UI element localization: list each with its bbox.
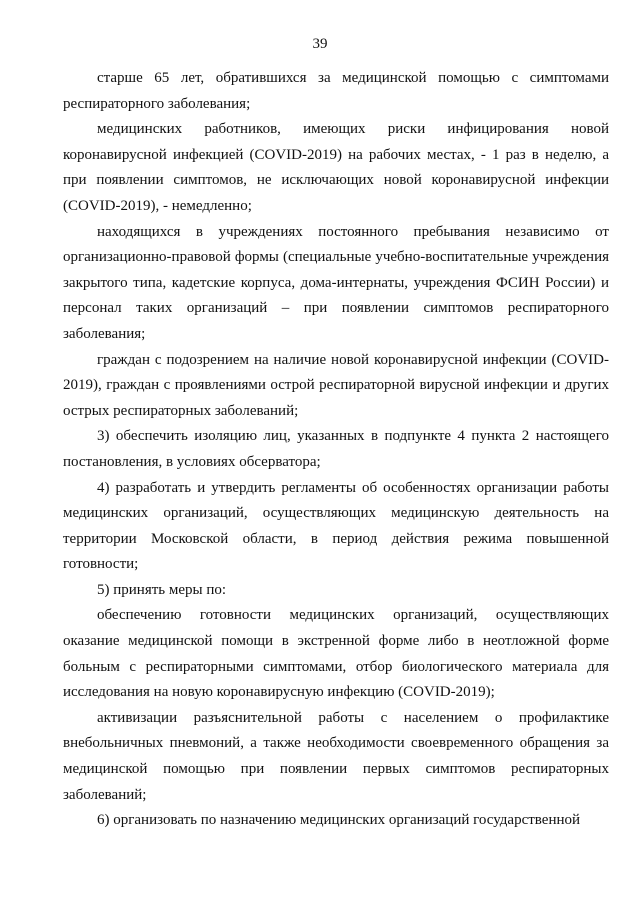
paragraph-item-elderly: старше 65 лет, обратившихся за медицинской помощью с симптомами респираторного заболевания; <box>63 70 609 112</box>
page-number: 39 <box>312 36 328 52</box>
paragraph-item-institutions: находящихся в учреждениях постоянного пребывания независимо от организационно-правовой формы (специальные учебно-воспитательные учреждения закрытого типа, кадетские корпуса, дома-интернаты, учреждения ФСИН России) и персонал таких организаций – при появлении симптомов респираторного заболевания; <box>63 223 609 342</box>
paragraph-item-readiness: обеспечению готовности медицинских организаций, осуществляющих оказание медицинской помощи в экстренной форме либо в неотложной форме больным с респираторными симптомами, отбор биологического материала для исследования на новую коронавирусную инфекцию (COVID-2019); <box>63 607 609 701</box>
paragraph-clause-5: 5) принять меры по: <box>97 581 227 598</box>
paragraph-item-outreach: активизации разъяснительной работы с населением о профилактике внебольничных пневмоний, а также необходимости своевременного обращения за медицинской помощью при появлении первых симптомов респираторных заболеваний; <box>63 709 609 803</box>
paragraph-clause-4: 4) разработать и утвердить регламенты об особенностях организации работы медицинских организаций, осуществляющих медицинскую деятельность на территории Московской области, в период действия режима повышенной готовности; <box>63 479 609 573</box>
document-body <box>63 66 609 834</box>
paragraph-item-suspected-citizens: граждан с подозрением на наличие новой коронавирусной инфекции (COVID-2019), граждан с проявлениями острой респираторной вирусной инфекции и других острых респираторных заболеваний; <box>63 351 609 419</box>
paragraph-item-medical-workers: медицинских работников, имеющих риски инфицирования новой коронавирусной инфекцией (COVID-2019) на рабочих местах, - 1 раз в неделю, а при появлении симптомов, не исключающих новой коронавирусной инфекции (COVID-2019), - немедленно; <box>63 121 609 214</box>
paragraph-clause-6: 6) организовать по назначению медицинских организаций государственной <box>97 812 581 829</box>
paragraph-clause-3: 3) обеспечить изоляцию лиц, указанных в подпункте 4 пункта 2 настоящего постановления, в условиях обсерватора; <box>63 428 609 470</box>
